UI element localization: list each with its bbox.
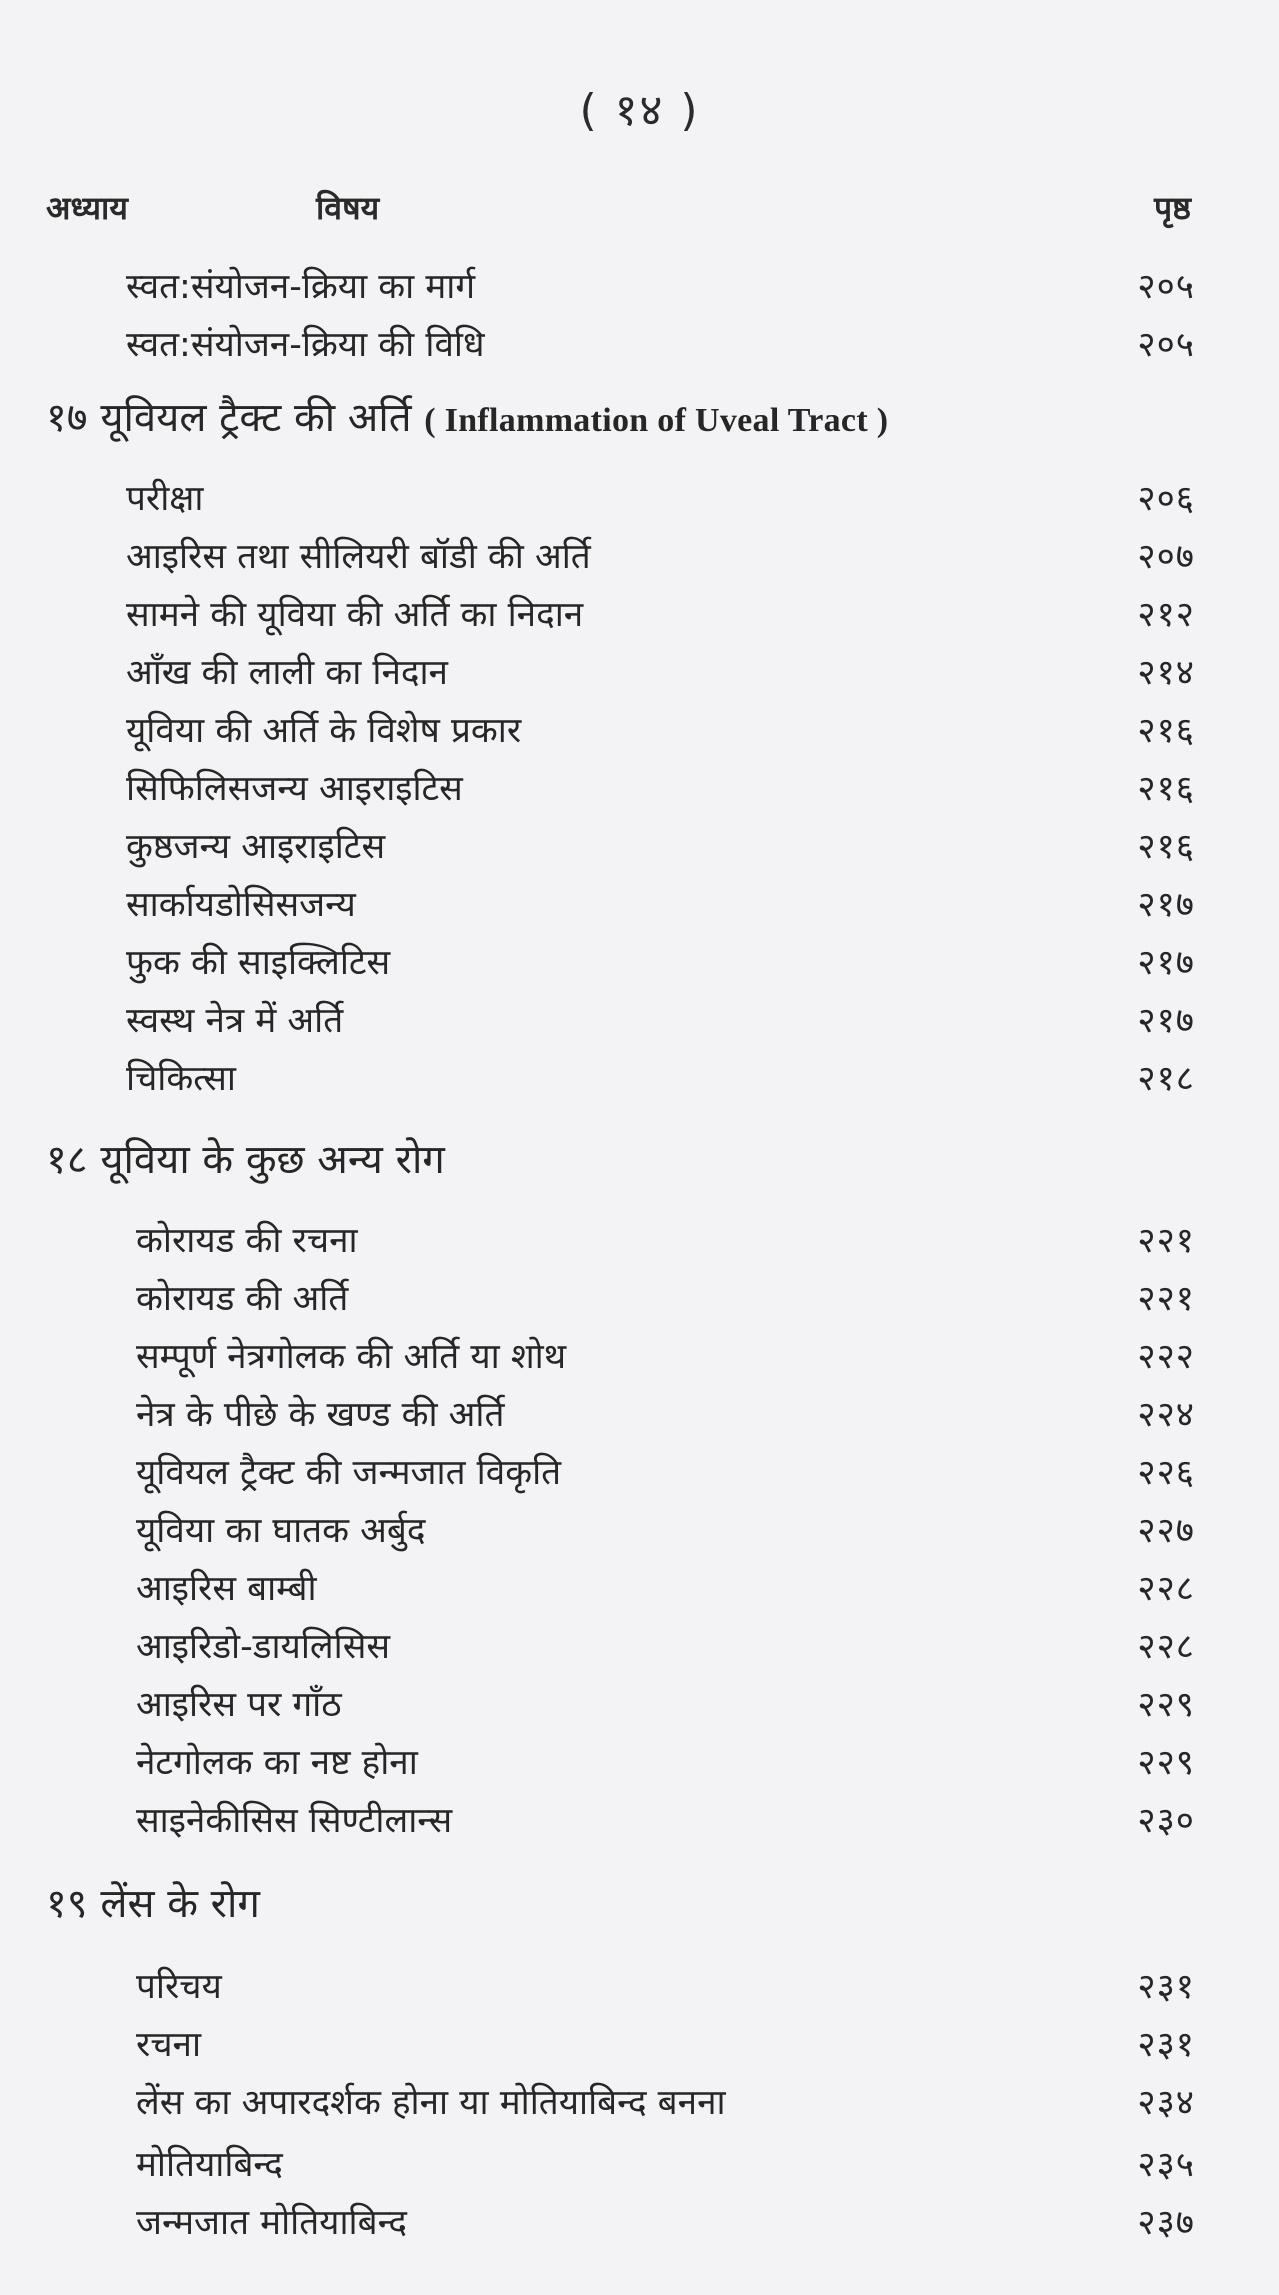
entry-title: चिकित्सा xyxy=(126,1059,236,1099)
toc-entry xyxy=(0,880,1279,934)
toc-entry xyxy=(0,1796,1279,1850)
entry-page-number: २३० xyxy=(1137,1801,1195,1841)
entry-title: नेत्र के पीछे के खण्ड की अर्ति xyxy=(136,1395,505,1435)
entry-title: रचना xyxy=(136,2025,202,2065)
toc-entry xyxy=(0,1274,1279,1328)
entry-page-number: २१६ xyxy=(1137,711,1195,751)
entry-page-number: २२७ xyxy=(1137,1511,1195,1551)
entry-page-number: २२८ xyxy=(1137,1627,1195,1667)
toc-entry xyxy=(0,532,1279,586)
toc-entry xyxy=(0,1054,1279,1108)
entry-page-number: २१८ xyxy=(1137,1059,1195,1099)
toc-entry xyxy=(0,1506,1279,1560)
toc-entry xyxy=(0,648,1279,702)
entry-title: लेंस का अपारदर्शक होना या मोतियाबिन्द बनना xyxy=(136,2083,726,2123)
entry-page-number: २२९ xyxy=(1137,1743,1195,1783)
entry-title: जन्मजात मोतियाबिन्द xyxy=(136,2203,407,2243)
entry-page-number: २२१ xyxy=(1137,1221,1195,1261)
entry-page-number: २३१ xyxy=(1137,1967,1195,2007)
toc-entry xyxy=(0,474,1279,528)
toc-entry xyxy=(0,2078,1279,2132)
toc-entry xyxy=(0,590,1279,644)
entry-page-number: २१७ xyxy=(1137,943,1195,983)
entry-title: आइरिडो-डायलिसिस xyxy=(136,1627,391,1667)
entry-page-number: २३४ xyxy=(1137,2083,1195,2123)
entry-title: आइरिस बाम्बी xyxy=(136,1569,317,1609)
chapter-title xyxy=(46,1130,445,1185)
entry-page-number: २३१ xyxy=(1137,2025,1195,2065)
header-page: पृष्ठ xyxy=(1153,189,1191,227)
entry-page-number: २१७ xyxy=(1137,1001,1195,1041)
chapter-number: १९ xyxy=(46,1881,88,1927)
entry-title: सार्कायडोसिसजन्य xyxy=(126,885,356,925)
toc-entry xyxy=(0,2140,1279,2194)
entry-page-number: २१४ xyxy=(1137,653,1195,693)
toc-entry xyxy=(0,1448,1279,1502)
entry-title: कोरायड की रचना xyxy=(136,1221,358,1261)
chapter-heading xyxy=(0,1874,1279,1928)
toc-entry xyxy=(0,1390,1279,1444)
toc-entry xyxy=(0,2198,1279,2252)
chapter-number: १७ xyxy=(46,395,88,441)
entry-page-number: २१६ xyxy=(1137,827,1195,867)
entry-title: आइरिस पर गाँठ xyxy=(136,1685,342,1725)
entry-page-number: २२८ xyxy=(1137,1569,1195,1609)
entry-title: यूविया की अर्ति के विशेष प्रकार xyxy=(126,711,522,751)
chapter-title-text: यूविया के कुछ अन्य रोग xyxy=(87,1137,445,1183)
header-subject: विषय xyxy=(316,189,380,227)
toc-entry xyxy=(0,1332,1279,1386)
entry-page-number: २२६ xyxy=(1137,1453,1195,1493)
toc-entry xyxy=(0,320,1279,374)
entry-page-number: २१६ xyxy=(1137,769,1195,809)
toc-entry xyxy=(0,1216,1279,1270)
entry-page-number: २२४ xyxy=(1137,1395,1195,1435)
entry-page-number: २०६ xyxy=(1137,479,1195,519)
entry-title: यूविया का घातक अर्बुद xyxy=(136,1511,426,1551)
chapter-title-text: यूवियल ट्रैक्ट की अर्ति xyxy=(87,395,425,441)
entry-page-number: २२१ xyxy=(1137,1279,1195,1319)
chapter-title-english: ( Inflammation of Uveal Tract ) xyxy=(424,402,889,439)
entry-title: परीक्षा xyxy=(126,479,204,519)
chapter-heading xyxy=(0,1130,1279,1184)
toc-entry xyxy=(0,1622,1279,1676)
entry-page-number: २१२ xyxy=(1137,595,1195,635)
chapter-title xyxy=(46,1874,260,1929)
entry-page-number: २०५ xyxy=(1137,325,1195,365)
entry-page-number: २३७ xyxy=(1137,2203,1195,2243)
entry-page-number: २१७ xyxy=(1137,885,1195,925)
toc-entry xyxy=(0,1738,1279,1792)
entry-page-number: २०७ xyxy=(1137,537,1195,577)
entry-title: आइरिस तथा सीलियरी बॉडी की अर्ति xyxy=(126,537,591,577)
entry-page-number: २०५ xyxy=(1137,267,1195,307)
chapter-number: १८ xyxy=(46,1137,88,1183)
toc-entry xyxy=(0,822,1279,876)
entry-title: स्वस्थ नेत्र में अर्ति xyxy=(126,1001,344,1041)
toc-entry xyxy=(0,938,1279,992)
entry-title: स्वत:संयोजन-क्रिया का मार्ग xyxy=(126,267,476,307)
chapter-title-text: लेंस के रोग xyxy=(87,1881,260,1927)
toc-entry xyxy=(0,1680,1279,1734)
entry-title: मोतियाबिन्द xyxy=(136,2145,283,2185)
toc-entry xyxy=(0,764,1279,818)
entry-title: साइनेकीसिस सिण्टीलान्स xyxy=(136,1801,453,1841)
entry-title: स्वत:संयोजन-क्रिया की विधि xyxy=(126,325,485,365)
toc-entry xyxy=(0,262,1279,316)
entry-page-number: २३५ xyxy=(1137,2145,1195,2185)
toc-entry xyxy=(0,996,1279,1050)
chapter-heading xyxy=(0,388,1279,442)
entry-title: फुक की साइक्लिटिस xyxy=(126,943,391,983)
entry-title: आँख की लाली का निदान xyxy=(126,653,448,693)
entry-title: सिफिलिसजन्य आइराइटिस xyxy=(126,769,463,809)
toc-entry xyxy=(0,2020,1279,2074)
chapter-title xyxy=(46,388,888,443)
toc-entry xyxy=(0,1962,1279,2016)
page-number: ( १४ ) xyxy=(579,85,700,136)
entry-page-number: २२२ xyxy=(1137,1337,1195,1377)
entry-title: सामने की यूविया की अर्ति का निदान xyxy=(126,595,584,635)
entry-title: परिचय xyxy=(136,1967,222,2007)
entry-title: यूवियल ट्रैक्ट की जन्मजात विकृति xyxy=(136,1453,562,1493)
entry-title: कुष्ठजन्य आइराइटिस xyxy=(126,827,386,867)
entry-title: सम्पूर्ण नेत्रगोलक की अर्ति या शोथ xyxy=(136,1337,567,1377)
header-chapter: अध्याय xyxy=(46,189,128,227)
entry-title: कोरायड की अर्ति xyxy=(136,1279,349,1319)
entry-page-number: २२९ xyxy=(1137,1685,1195,1725)
toc-entry xyxy=(0,1564,1279,1618)
toc-entry xyxy=(0,706,1279,760)
entry-title: नेटगोलक का नष्ट होना xyxy=(136,1743,418,1783)
